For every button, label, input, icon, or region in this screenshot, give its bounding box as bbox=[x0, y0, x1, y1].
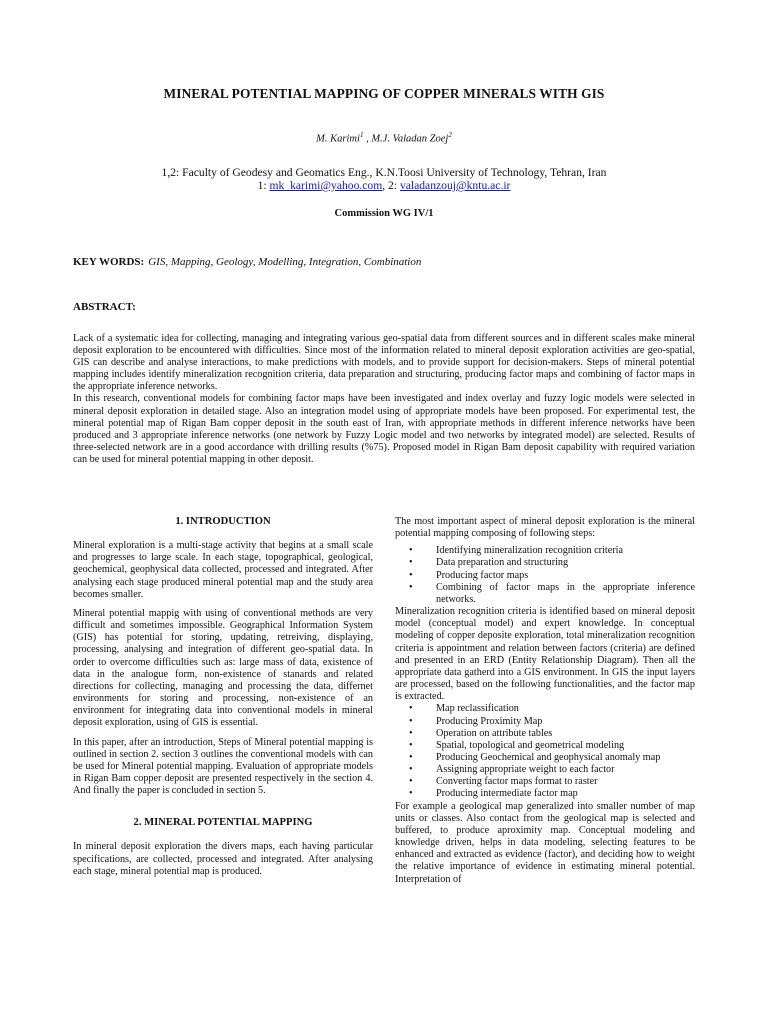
bullet-icon: • bbox=[409, 703, 413, 715]
email-link-1[interactable]: mk_karimi@yahoo.com bbox=[269, 179, 383, 192]
list-item: • Converting factor maps format to raster bbox=[409, 776, 598, 788]
author-1: M. Karimi bbox=[316, 133, 360, 145]
list-item: • Assigning appropriate weight to each factor bbox=[409, 764, 615, 776]
bullet-icon: • bbox=[409, 751, 413, 763]
abstract-heading: ABSTRACT: bbox=[73, 301, 136, 313]
bullet-icon: • bbox=[409, 764, 413, 776]
list-item: • Combining of factor maps in the appropriate inference networks. bbox=[409, 581, 695, 605]
list-item: • Spatial, topological and geometrical modeling bbox=[409, 739, 625, 751]
author-2-affiliation-mark: 2 bbox=[448, 131, 452, 139]
list-item: • Producing intermediate factor map bbox=[409, 788, 578, 800]
commission-label: Commission WG IV/1 bbox=[334, 208, 434, 219]
abstract-paragraph: In this research, conventional models for combining factor maps have been investigated and index overlay and fuzzy logic models were selected in mineral deposit exploration in detailed stage. Also an integration model using of appropriate models have been proposed. For experimental test, the mineral potential map of Rigan Bam copper deposit in the south east of Iran, with appropriate methods in different inference networks have been produced and 3 appropriate inference networks (one network by Fuzzy Logic model and two networks by integrated model) are selected. Results of three-selected network are in a good accordance with drilling results (%75). Proposed model in Rigan Bam deposit capability with required variation can be used for mineral potential mapping in other deposit. bbox=[73, 393, 695, 465]
email-line bbox=[0, 179, 768, 192]
bullet-icon: • bbox=[409, 715, 413, 727]
abstract-paragraph: Lack of a systematic idea for collecting, managing and integrating various geo-spatial data from different sources and in different scales make mineral deposit exploration to be encountered with difficulties. Since most of the information related to mineral deposit exploration activities are geo-spatial, GIS can describe and analyse interactions, to make predictions with models, and to provide support for decision-makers. Steps of mineral potential mapping includes identify mineralization recognition criteria, data preparation and structuring, producing factor maps and combining of factor maps in the appropriate inference networks. bbox=[73, 333, 695, 393]
list-item: • Map reclassification bbox=[409, 703, 519, 715]
author-1-affiliation-mark: 1 bbox=[359, 131, 364, 139]
bullet-icon: • bbox=[409, 776, 413, 788]
bullet-icon: • bbox=[409, 557, 413, 569]
criteria-paragraph: Mineralization recognition criteria is identified based on mineral deposit model (conceptual model) and expert knowledge. In conceptual modeling of copper deposite exploration, total mineralization recognition criteria is appointment and relation between factors (criteria) are defined and presented in an ERD (Entity Relationship Diagram). Then all the appropriate data gatherd into a GIS environment. In GIS the input layers are processed, based on the following functionalities, and the factor map is extracted. bbox=[395, 606, 695, 703]
bullet-icon: • bbox=[409, 581, 413, 593]
list-item: • Producing Geochemical and geophysical anomaly map bbox=[409, 751, 661, 763]
affiliation-block bbox=[0, 166, 768, 192]
authors-line bbox=[0, 131, 768, 145]
functionalities-list bbox=[395, 703, 695, 800]
left-column bbox=[73, 516, 373, 885]
section-heading-mineral-potential-mapping: 2. MINERAL POTENTIAL MAPPING bbox=[133, 817, 313, 829]
steps-list bbox=[395, 545, 695, 606]
bullet-icon: • bbox=[409, 788, 413, 800]
list-item: • Producing Proximity Map bbox=[409, 715, 543, 727]
list-item: • Identifying mineralization recognition criteria bbox=[409, 545, 623, 557]
right-column bbox=[395, 516, 695, 886]
bullet-icon: • bbox=[409, 727, 413, 739]
list-item: • Producing factor maps bbox=[409, 569, 529, 581]
author-2: M.J. Valadan Zoej bbox=[371, 133, 449, 145]
list-item: • Data preparation and structuring bbox=[409, 557, 569, 569]
steps-intro-paragraph: The most important aspect of mineral deposit exploration is the mineral potential mapping composing of following steps: bbox=[395, 516, 695, 540]
bullet-icon: • bbox=[409, 545, 413, 557]
email-prefix-2: , 2: bbox=[382, 179, 400, 192]
keywords-text: GIS, Mapping, Geology, Modelling, Integration, Combination bbox=[148, 256, 422, 268]
author-separator: , bbox=[363, 133, 372, 145]
intro-paragraph: Mineral potential mappig with using of conventional methods are very difficult and sometimes impossible. Geographical Information System (GIS) has potential for storing, updating, retreiving, displaying, processing, analysing and integration of different geo-spatial data. In order to overcome difficulties such as: large mass of data, existence of data in the analogue form, non-existence of stanards and related directions for collecting, managing and processing the data, differnet environments for storing and processing, non-existence of an environment for integrating data into conventional models in mineral deposit exploration, using of GIS is essential. bbox=[73, 607, 373, 729]
intro-paragraph: Mineral exploration is a multi-stage activity that begins at a small scale and progresses to large scale. In each stage, topographical, geological, geochemical, geophysical data collected, processed and integrated. After analysing each stage produced mineral potential map and the study area becomes smaller. bbox=[73, 540, 373, 600]
paper-title: MINERAL POTENTIAL MAPPING OF COPPER MINERALS WITH GIS bbox=[163, 86, 605, 101]
section-heading-introduction: 1. INTRODUCTION bbox=[175, 516, 271, 527]
bullet-icon: • bbox=[409, 739, 413, 751]
keywords-label: KEY WORDS: bbox=[73, 256, 145, 268]
email-link-2[interactable]: valadanzouj@kntu.ac.ir bbox=[399, 179, 511, 192]
intro-paragraph: In this paper, after an introduction, Steps of Mineral potential mapping is outlined in section 2. section 3 outlines the conventional models with can be used for Mineral potential mapping. Evaluation of appropriate models in Rigan Bam copper deposit are presented respectively in the section 4. And finally the paper is concluded in section 5. bbox=[73, 736, 373, 797]
section2-paragraph: In mineral deposit exploration the divers maps, each having particular specifications, are collected, processed and integrated. After analysing each stage, mineral potential map is produced. bbox=[73, 841, 373, 877]
keywords-line bbox=[73, 256, 703, 268]
abstract-body bbox=[73, 333, 695, 466]
list-item: • Operation on attribute tables bbox=[409, 727, 553, 739]
affiliation-line: 1,2: Faculty of Geodesy and Geomatics Eng., K.N.Toosi University of Technology, Tehran, Iran bbox=[161, 166, 607, 179]
bullet-icon: • bbox=[409, 569, 413, 581]
email-prefix-1: 1: bbox=[257, 179, 270, 192]
example-paragraph: For example a geological map generalized into smaller number of map units or classes. Also contact from the geological map is selected and buffered, to produce aproximity map. Conceptual modeling and knowledge driven, helps in data modeling, selecting features to be enhanced and extracted as evidence (factor), and deciding how to weight the relative importance of evidence in estimating mineral potential. Interpretation of bbox=[395, 800, 695, 885]
